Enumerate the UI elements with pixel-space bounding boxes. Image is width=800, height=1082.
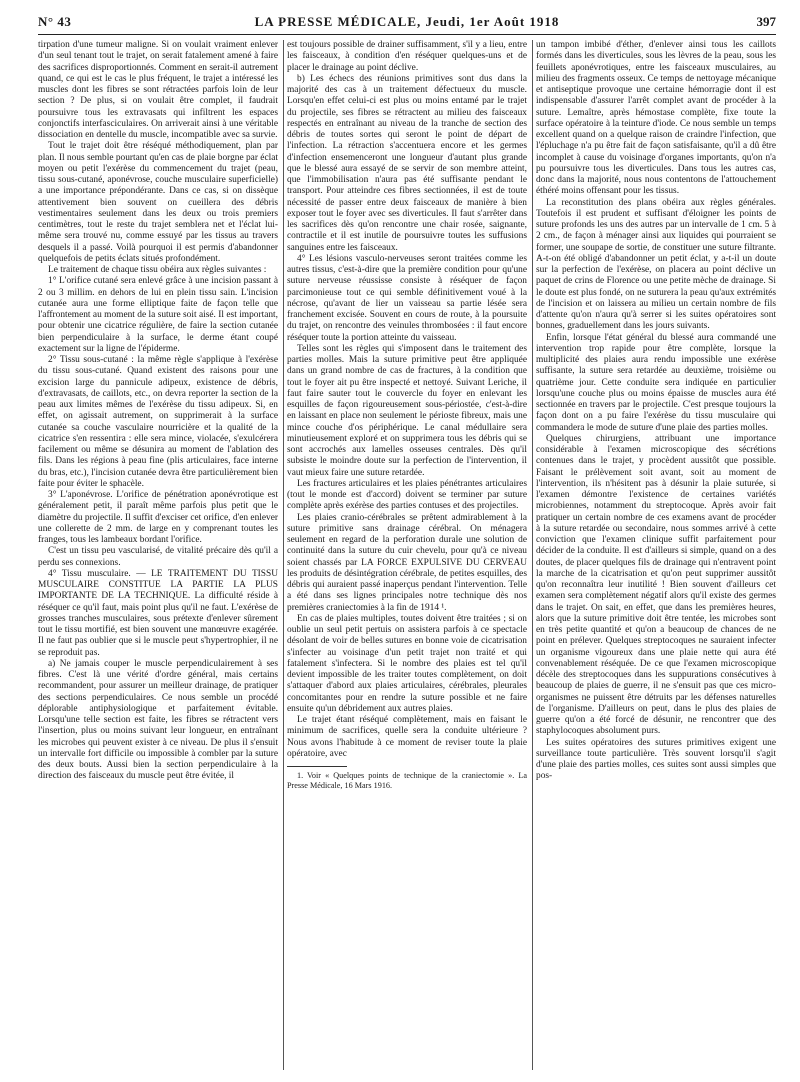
paragraph: 1° L'orifice cutané sera enlevé grâce à une incision passant à 2 ou 3 millim. en dehors de lui en plein tissu sain. L'incision cutanée aura une forme elliptique faite de façon telle que l'affrontement au moment de la suture soit aisé. Il est important, pour obtenir une cicatrice régulière, de faire la section cutanée bien perpendiculaire à la surface, le derme étant coupé exactement sur la ligne de l'épiderme.	[38, 276, 278, 354]
paragraph: tirpation d'une tumeur maligne. Si on voulait vraiment enlever d'un seul tenant tout le trajet, on serait fatalement amené à faire des sacrifices disproportionnés. Comment en serait-il autrement quand, ce qui est le cas le plus fréquent, le trajet a intéressé les muscles dont les fibres se sont rétractées parfois loin de leur section ? De plus, si on voulait être complet, il faudrait poursuivre tous les extravasats qui infiltrent les espaces conjonctifs interfasciculaires. On arriverait ainsi à une véritable dissociation en dentelle du muscle, incompatible avec sa survie.	[38, 40, 278, 140]
column-left	[38, 40, 278, 1070]
paragraph: Les fractures articulaires et les plaies pénétrantes articulaires (tout le monde est d'accord) doivent se terminer par suture complète après exérèse des parties contuses et des projectiles.	[287, 478, 527, 512]
paragraph: 2° Tissu sous-cutané : la même règle s'applique à l'exérèse du tissu sous-cutané. Quand existent des raisons pour une excision large du pannicule adipeux, existence de débris, d'extravasats, de caillots, etc., on devra reporter la section de la peau aux limites mêmes de l'exérèse du tissu adipeux. Si, en effet, on agissait autrement, on supprimerait à la surface cutanée sa couche vasculaire nourricière et la qualité de la cicatrice s'en ressentira : elle sera mince, violacée, s'exulcérera facilement ou même se désunira au moment de l'ablation des fils. Dans les régions à peau fine (plis articulaires, face interne du bras, etc.), l'incision cutanée devra être particulièrement bien faite pour éviter le sphacèle.	[38, 355, 278, 489]
column-middle	[287, 40, 527, 1070]
paragraph: 4° Tissu musculaire. — LE TRAITEMENT DU TISSU MUSCULAIRE CONSTITUE LA PARTIE LA PLUS IMPORTANTE DE LA TECHNIQUE. La difficulté réside à réséquer ce qu'il faut, mais point plus qu'il ne faut. L'exérèse de grosses tranches musculaires, sous prétexte d'enlever sûrement tout le tissu mortifié, est bien souvent une manœuvre exagérée. Il ne faut pas oublier que si le muscle peut s'hypertrophier, il ne se reproduit pas.	[38, 568, 278, 658]
paragraph: Les plaies cranio-cérébrales se prêtent admirablement à la suture primitive sans drainage cérébral. On ménagera seulement en regard de la perforation durale une solution de continuité dans la suture du cuir chevelu, pour qu'à ce niveau soient chassés par LA FORCE EXPULSIVE DU CERVEAU les produits de désintégration cérébrale, de petites esquilles, des débris qui auraient passé inaperçus pendant l'intervention. Telle a été dans ses lignes principales notre technique dès nos premières craniectomies à la fin de 1914 ¹.	[287, 512, 527, 613]
paragraph: est toujours possible de drainer suffisamment, s'il y a lieu, entre les faisceaux, à condition d'en réséquer quelques-uns et de placer le drainage au point déclive.	[287, 40, 527, 73]
paragraph: En cas de plaies multiples, toutes doivent être traitées ; si on oublie un seul petit pertuis on assistera parfois à ce spectacle désolant de voir de belles sutures en bonne voie de cicatrisation s'infecter au voisinage d'un petit trajet non traité et qui fatalement s'infectera. Si le nombre des plaies est tel qu'il devient impossible de les traiter toutes complètement, on doit s'attaquer d'abord aux plaies articulaires, cérébrales, pleurales concomitantes pour en rendre la suture possible et ne faire ensuite qu'un débridement aux autres plaies.	[287, 613, 527, 714]
paragraph: Le trajet étant réséqué complètement, mais en faisant le minimum de sacrifices, quelle sera la conduite ultérieure ? Nous avons l'habitude à ce moment de reviser toute la plaie opératoire, avec	[287, 715, 527, 759]
paragraph: C'est un tissu peu vascularisé, de vitalité précaire dès qu'il a perdu ses connexions.	[38, 546, 278, 568]
paragraph: Les suites opératoires des sutures primitives exigent une surveillance toute particulière. Très souvent lorsqu'il s'agit d'une plaie des parties molles, ces suites sont aussi simples que pos-	[536, 737, 776, 782]
paragraph: La reconstitution des plans obéira aux règles générales. Toutefois il est prudent et suffisant d'éloigner les points de suture profonds les uns des autres par un intervalle de 1 cm. 5 à 2 cm., de façon à ménager ainsi aux liquides qui pourraient se former, une soupape de sortie, de constituer une suture filtrante. A-t-on été obligé d'abandonner un petit éclat, y a-t-il un doute sur la perfection de l'exérèse, on placera au point déclive un paquet de crins de Florence ou une petite mèche de drainage. Si le doute est plus fondé, on ne suturera la peau qu'aux extrémités de l'incision et on laissera au milieu un certain nombre de fils d'attente qu'on n'aura qu'à serrer si les suites opératoires sont bonnes, graduellement dans les jours suivants.	[536, 197, 776, 332]
journal-title: LA PRESSE MÉDICALE, Jeudi, 1er Août 1918	[254, 14, 560, 29]
footnote-rule	[287, 766, 347, 767]
paragraph: Enfin, lorsque l'état général du blessé aura commandé une intervention trop rapide pour être complète, lorsque la multiplicité des plaies aura rendu impossible une exérèse suffisante, la suture sera retardée au deuxième, troisième ou quatrième jour. Cette conduite sera indiquée en particulier lorsqu'une couche plus ou moins épaisse de muscles aura été sectionnée en travers par le projectile. C'est presque toujours la façon dont on a pu faire l'exérèse du tissu musculaire qui commandera le mode de suture d'une plaie des parties molles.	[536, 332, 776, 433]
column-right	[536, 40, 776, 1070]
page-header	[38, 12, 776, 35]
column-divider	[283, 40, 284, 1070]
footnote: 1. Voir « Quelques points de technique de la craniectomie ». La Presse Médicale, 16 Mars 1916.	[287, 771, 527, 790]
paragraph: un tampon imbibé d'éther, d'enlever ainsi tous les caillots formés dans les diverticules, sous les lèvres de la peau, sous les feuillets aponévrotiques, entre les faisceaux musculaires, au milieu des fragments osseux. Ce temps de nettoyage mécanique et antiseptique provoque une certaine hémorragie dont il est indispensable d'assurer l'arrêt complet avant de procéder à la suture. Lemaître, après hémostase complète, fixe toute la surface opératoire à la teinture d'iode. Ce nous semble un temps excellent quand on a quelque raison de craindre l'infection, que l'épluchage n'a pu être fait de façon satisfaisante, qu'il a dû être incomplet à cause du voisinage d'organes importants, qu'on n'a pu poursuivre tous les diverticules. Dans tous les autres cas, donc dans la majorité, nous nous contentons de l'attouchement éthéré moins offensant pour les tissus.	[536, 40, 776, 197]
paragraph: a) Ne jamais couper le muscle perpendiculairement à ses fibres. C'est là une vérité d'ordre général, mais certains recommandent, pour assurer un meilleur drainage, de pratiquer des sections perpendiculaires. Ce nous semble un procédé déplorable antiphysiologique et parfaitement évitable. Lorsqu'une telle section est faite, les fibres se rétractent vers l'insertion, plus ou moins suivant leur longueur, en entraînant les microbes qui peuvent exister à ce niveau. De plus il s'ensuit un intervalle fort difficile ou impossible à combler par la suture des deux bouts. Aussi bien la section perpendiculaire à la direction des faisceaux du muscle peut être évitée, il	[38, 658, 278, 782]
paragraph: Telles sont les règles qui s'imposent dans le traitement des parties molles. Mais la suture primitive peut être appliquée dans un grand nombre de cas de fractures, à la condition que tout le foyer ait pu être inspecté et nettoyé. Suivant Leriche, il faut faire sauter tout le couvercle du foyer en enlevant les esquilles de façon rigoureusement sous-périostée, c'est-à-dire en laissant en place non seulement le périoste fibreux, mais une mince couche d'os périphérique. Le canal médullaire sera minutieusement exploré et on supprimera tous les débris qui se sont accrochés aux lamelles osseuses centrales. Dès qu'il subsiste le moindre doute sur la perfection de l'intervention, il vaut mieux faire une suture retardée.	[287, 343, 527, 478]
article-body	[38, 40, 776, 1070]
page-number: 397	[756, 14, 776, 29]
paragraph: Le traitement de chaque tissu obéira aux règles suivantes :	[48, 265, 267, 275]
paragraph: 4° Les lésions vasculo-nerveuses seront traitées comme les autres tissus, c'est-à-dire que la première condition pour qu'une suture nerveuse réussisse consiste à réséquer de façon parcimonieuse tout ce qui semble définitivement voué à la nécrose, qu'avant de lier un vaisseau sa partie lésée sera franchement excisée. Souvent en cours de route, à la poursuite du trajet, on rencontre des veinules thrombosées : il faut encore réséquer toute la portion atteinte du vaisseau.	[287, 253, 527, 343]
paragraph: b) Les échecs des réunions primitives sont dus dans la majorité des cas à un traitement défectueux du muscle. Lorsqu'en effet celui-ci est plus ou moins entamé par le trajet du projectile, ses fibres se rétractent au milieu des faisceaux respectés en entraînant au niveau de la tranche de section des débris de toutes sortes qui seront le point de départ de l'infection. La rétraction s'accentuera encore et les germes d'infection ensemenceront une longueur d'autant plus grande que le blessé aura essayé de se servir de son membre atteint, que l'immobilisation n'aura pas été suffisante pendant le transport. Pour atteindre ces fibres sectionnées, il est de toute nécessité de passer entre deux faisceaux de manière à bien exposer tout le foyer avec ses diverticules. Il faut s'arrêter dans les sacrifices dès qu'on rencontre une chair rosée, saignante, contractile et il est inutile de poursuivre toutes les suffusions sanguines entre les faisceaux.	[287, 73, 527, 253]
paragraph: Quelques chirurgiens, attribuant une importance considérable à l'examen microscopique des sécrétions contenues dans le trajet, y procèdent aussitôt que possible. Faisant le prélèvement soit avant, soit au moment de l'intervention, ils n'hésitent pas à désunir la plaie suturée, si l'examen démontre l'existence de certaines variétés microbiennes, notamment du streptocoque. Après avoir fait pratiquer un certain nombre de ces examens avant de procéder à la suture retardée ou secondaire, nous sommes arrivé à cette conviction que l'examen clinique suffit parfaitement pour décider de la conduite. Il est d'ailleurs si simple, quand on a des doutes, de placer quelques fils de drainage qui n'entravent point la marche de la cicatrisation et qu'on peut supprimer aussitôt qu'on reconnaîtra leur inutilité ! Bien souvent d'ailleurs cet examen sera complètement négatif alors qu'il existe des germes dans le trajet. On sait, en effet, que dans les premières heures, alors que la suture primitive doit être tentée, les microbes sont en très petite quantité et qu'on a beaucoup de chances de ne point en prélever. Quelques streptocoques ne sauraient infecter un organisme vigoureux dans une plaie nette qui aura été convenablement réséquée. De ce que l'examen microscopique décèle des streptocoques dans les suppurations consécutives à beaucoup de plaies de guerre, il ne s'ensuit pas que ces micro-organismes ne puissent être détruits par les défenses naturelles de l'organisme. D'ailleurs on peut, dans le plus des plaies de guerre qu'on a été forcé de désunir, ne rencontrer que des staphylocoques absolument purs.	[536, 433, 776, 737]
paragraph: 3° L'aponévrose. L'orifice de pénétration aponévrotique est généralement petit, il paraît même parfois plus petit que le diamètre du projectile. Il suffit d'exciser cet orifice, d'en enlever une collerette de 2 mm. de large en y comprenant toutes les franges, tous les lambeaux bordant l'orifice.	[38, 490, 278, 545]
issue-number: N° 43	[38, 14, 72, 29]
column-divider	[532, 40, 533, 1070]
paragraph: Tout le trajet doit être réséqué méthodiquement, plan par plan. Il nous semble pourtant qu'en cas de plaie borgne par éclat moyen ou petit l'exérèse du commencement du trajet (peau, tissu sous-cutané, aponévrose, couche musculaire superficielle) a une importance prépondérante. Dans ce cas, si on dissèque attentivement bien souvent on cueillera des débris vestimentaires seulement dans les deux ou trois premiers centimètres, tout le reste du trajet semblera net et l'éclat lui-même sera trouvé nu, comme essuyé par les tissus au travers desquels il a passé. Voilà pourquoi il est permis d'abandonner quelquefois de petits éclats situés profondément.	[38, 141, 278, 264]
